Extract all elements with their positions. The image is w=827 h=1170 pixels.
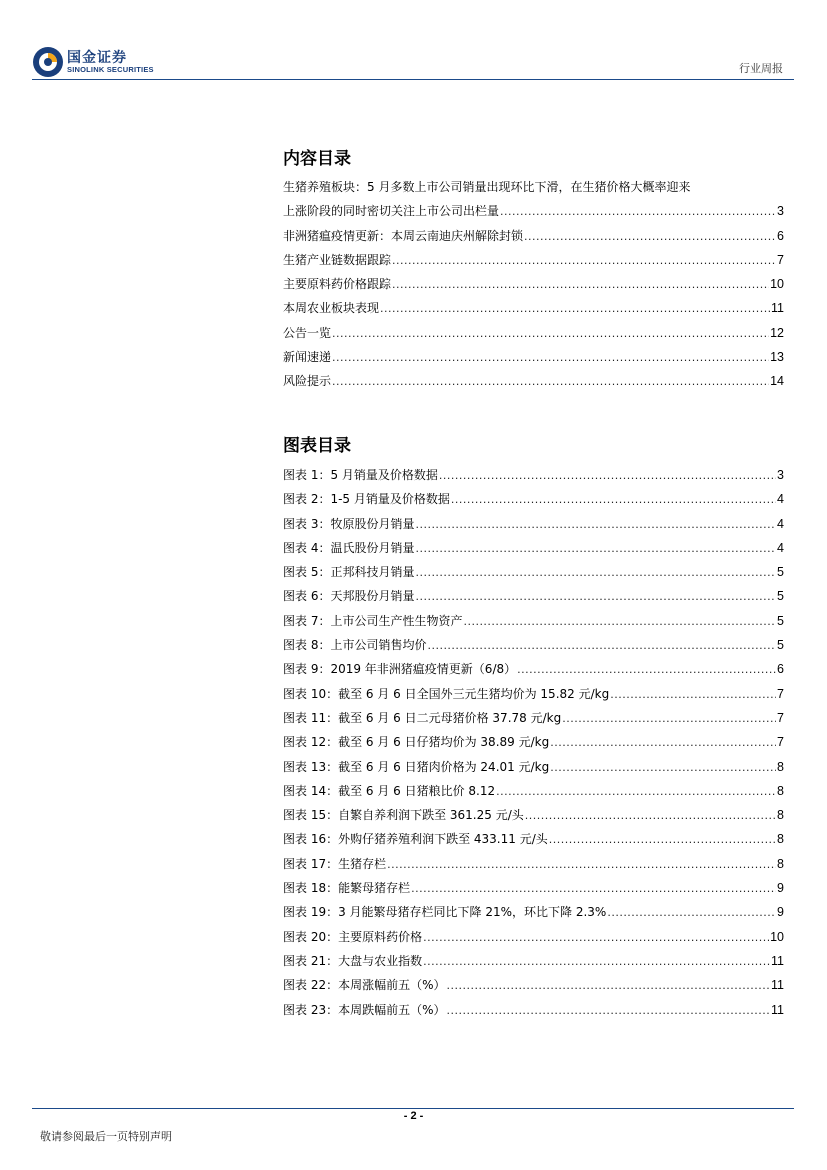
figure-toc-entry-text: 图表 9：2019 年非洲猪瘟疫情更新（6/8） bbox=[283, 662, 517, 677]
toc-entry[interactable] bbox=[283, 345, 784, 369]
figure-toc-entry[interactable] bbox=[283, 779, 784, 803]
toc-entry[interactable] bbox=[283, 248, 784, 272]
sinolink-logo-icon bbox=[32, 46, 64, 78]
figure-toc-entry[interactable] bbox=[283, 925, 784, 949]
figure-toc-entry[interactable] bbox=[283, 584, 784, 608]
toc-entry-page: 11 bbox=[771, 301, 784, 316]
figure-toc-entry-page: 5 bbox=[777, 613, 784, 628]
toc-entry-text: 上涨阶段的同时密切关注上市公司出栏量 bbox=[283, 204, 500, 219]
dot-leader bbox=[496, 780, 776, 804]
dot-leader bbox=[411, 877, 776, 901]
figure-toc-entry-text: 图表 3：牧原股份月销量 bbox=[283, 516, 415, 531]
logo-english-name: SINOLINK SECURITIES bbox=[67, 65, 154, 74]
dot-leader bbox=[387, 853, 776, 877]
figure-toc-entry-text: 图表 19：3 月能繁母猪存栏同比下降 21%，环比下降 2.3% bbox=[283, 905, 607, 920]
figure-toc-entry-page: 7 bbox=[777, 710, 784, 725]
figure-toc-entry-text: 图表 12：截至 6 月 6 日仔猪均价为 38.89 元/kg bbox=[283, 735, 550, 750]
dot-leader bbox=[415, 513, 776, 537]
figure-toc-entry-page: 5 bbox=[777, 638, 784, 653]
toc-entry-continued-text[interactable]: 生猪养殖板块：5 月多数上市公司销量出现环比下滑，在生猪价格大概率迎来 bbox=[283, 180, 691, 194]
figure-toc-entry-text: 图表 17：生猪存栏 bbox=[283, 856, 387, 871]
figure-toc-entry[interactable] bbox=[283, 682, 784, 706]
figure-toc-entry-text: 图表 1：5 月销量及价格数据 bbox=[283, 468, 438, 482]
figure-toc-entry-page: 4 bbox=[777, 516, 784, 531]
toc-entry-text: 风险提示 bbox=[283, 374, 332, 389]
figures-list bbox=[283, 463, 784, 1022]
figure-toc-entry[interactable] bbox=[283, 633, 784, 657]
figure-toc-entry[interactable] bbox=[283, 609, 784, 633]
header-divider bbox=[32, 79, 794, 80]
figure-toc-entry[interactable] bbox=[283, 560, 784, 584]
figure-toc-entry-page: 7 bbox=[777, 686, 784, 701]
toc-entry[interactable] bbox=[283, 272, 784, 296]
toc-entry-page: 7 bbox=[777, 252, 784, 267]
toc-entry-page: 6 bbox=[777, 228, 784, 243]
contents-list bbox=[283, 175, 784, 394]
figure-toc-entry-text: 图表 8：上市公司销售均价 bbox=[283, 638, 427, 653]
figure-toc-entry[interactable] bbox=[283, 706, 784, 730]
figure-toc-entry[interactable] bbox=[283, 852, 784, 876]
figure-toc-entry-text: 图表 15：自繁自养利润下跌至 361.25 元/头 bbox=[283, 808, 524, 823]
dot-leader bbox=[525, 804, 776, 828]
figure-toc-entry-page: 8 bbox=[777, 832, 784, 847]
figure-toc-entry-page: 10 bbox=[770, 929, 784, 944]
figure-toc-entry-page: 8 bbox=[777, 759, 784, 774]
dot-leader bbox=[607, 901, 776, 925]
figure-toc-entry-page: 3 bbox=[777, 468, 784, 482]
figure-toc-entry-text: 图表 11：截至 6 月 6 日二元母猪价格 37.78 元/kg bbox=[283, 710, 562, 725]
page-header bbox=[0, 0, 827, 80]
toc-entry-page: 12 bbox=[770, 325, 784, 340]
figure-toc-entry-page: 9 bbox=[777, 881, 784, 896]
figure-toc-entry-page: 8 bbox=[777, 783, 784, 798]
toc-entry-page: 13 bbox=[770, 350, 784, 365]
figure-toc-entry-page: 4 bbox=[777, 492, 784, 507]
figure-toc-entry-text: 图表 16：外购仔猪养殖利润下跌至 433.11 元/头 bbox=[283, 832, 548, 847]
dot-leader bbox=[332, 370, 769, 394]
toc-entry[interactable] bbox=[283, 199, 784, 223]
figure-toc-entry-text: 图表 20：主要原料药价格 bbox=[283, 929, 423, 944]
toc-entry[interactable] bbox=[283, 296, 784, 320]
dot-leader bbox=[517, 658, 776, 682]
dot-leader bbox=[451, 488, 776, 512]
figure-toc-entry[interactable] bbox=[283, 730, 784, 754]
figure-toc-entry-text: 图表 13：截至 6 月 6 日猪肉价格为 24.01 元/kg bbox=[283, 759, 550, 774]
figure-toc-entry-text: 图表 7：上市公司生产性生物资产 bbox=[283, 613, 463, 628]
dot-leader bbox=[415, 561, 776, 585]
dot-leader bbox=[562, 707, 776, 731]
dot-leader bbox=[447, 974, 771, 998]
dot-leader bbox=[423, 926, 769, 950]
figure-toc-entry[interactable] bbox=[283, 949, 784, 973]
figure-toc-entry[interactable] bbox=[283, 998, 784, 1022]
toc-entry-page: 14 bbox=[770, 374, 784, 389]
figure-toc-entry-page: 8 bbox=[777, 808, 784, 823]
figure-toc-entry[interactable] bbox=[283, 657, 784, 681]
dot-leader bbox=[415, 537, 776, 561]
figure-toc-entry-text: 图表 21：大盘与农业指数 bbox=[283, 953, 423, 968]
toc-entry-page: 10 bbox=[770, 277, 784, 292]
figure-toc-entry-page: 7 bbox=[777, 735, 784, 750]
figure-toc-entry-text: 图表 10：截至 6 月 6 日全国外三元生猪均价为 15.82 元/kg bbox=[283, 686, 610, 701]
logo-chinese-name: 国金证券 bbox=[67, 50, 127, 66]
figure-toc-entry-page: 8 bbox=[777, 856, 784, 871]
toc-entry[interactable] bbox=[283, 224, 784, 248]
dot-leader bbox=[524, 225, 776, 249]
figure-toc-entry-text: 图表 14：截至 6 月 6 日猪粮比价 8.12 bbox=[283, 783, 496, 798]
figure-toc-entry[interactable] bbox=[283, 827, 784, 851]
figure-toc-entry-text: 图表 22：本周涨幅前五（%） bbox=[283, 978, 446, 993]
report-type-label: 行业周报 bbox=[739, 62, 783, 75]
toc-entry[interactable] bbox=[283, 321, 784, 345]
figure-toc-entry[interactable] bbox=[283, 755, 784, 779]
dot-leader bbox=[332, 322, 769, 346]
toc-entry[interactable] bbox=[283, 369, 784, 393]
dot-leader bbox=[447, 999, 771, 1023]
dot-leader bbox=[550, 731, 776, 755]
figure-toc-entry-page: 11 bbox=[771, 1002, 784, 1017]
figure-toc-entry[interactable] bbox=[283, 900, 784, 924]
dot-leader bbox=[392, 249, 776, 273]
dot-leader bbox=[332, 346, 769, 370]
disclaimer-note: 敬请参阅最后一页特别声明 bbox=[40, 1130, 172, 1143]
figure-toc-entry-text: 图表 5：正邦科技月销量 bbox=[283, 565, 415, 580]
dot-leader bbox=[380, 297, 770, 321]
dot-leader bbox=[549, 828, 776, 852]
contents-title: 内容目录 bbox=[283, 149, 351, 169]
dot-leader bbox=[427, 634, 776, 658]
toc-entry-page: 3 bbox=[777, 204, 784, 219]
toc-entry-text: 生猪产业链数据跟踪 bbox=[283, 252, 392, 267]
figure-toc-entry[interactable] bbox=[283, 973, 784, 997]
figure-toc-entry[interactable] bbox=[283, 487, 784, 511]
dot-leader bbox=[610, 683, 776, 707]
dot-leader bbox=[439, 464, 776, 488]
page-number: - 2 - bbox=[403, 1110, 424, 1122]
figure-toc-entry[interactable] bbox=[283, 536, 784, 560]
company-logo bbox=[32, 46, 162, 80]
figure-toc-entry-page: 11 bbox=[771, 978, 784, 993]
figure-toc-entry[interactable] bbox=[283, 463, 784, 487]
figure-toc-entry-page: 11 bbox=[771, 953, 784, 968]
figure-toc-entry-page: 9 bbox=[777, 905, 784, 920]
figure-toc-entry-text: 图表 18：能繁母猪存栏 bbox=[283, 881, 411, 896]
figure-toc-entry-text: 图表 4：温氏股份月销量 bbox=[283, 540, 415, 555]
toc-entry-text: 公告一览 bbox=[283, 325, 332, 340]
dot-leader bbox=[392, 273, 769, 297]
dot-leader bbox=[463, 610, 776, 634]
figure-toc-entry[interactable] bbox=[283, 512, 784, 536]
figure-toc-entry[interactable] bbox=[283, 876, 784, 900]
dot-leader bbox=[415, 585, 776, 609]
figure-toc-entry-text: 图表 6：天邦股份月销量 bbox=[283, 589, 415, 604]
figure-toc-entry-page: 5 bbox=[777, 565, 784, 580]
footer-divider bbox=[32, 1108, 794, 1109]
toc-entry-text: 非洲猪瘟疫情更新：本周云南迪庆州解除封锁 bbox=[283, 228, 524, 243]
figure-toc-entry-text: 图表 23：本周跌幅前五（%） bbox=[283, 1002, 446, 1017]
toc-entry-text: 新闻速递 bbox=[283, 350, 332, 365]
figure-toc-entry-page: 5 bbox=[777, 589, 784, 604]
dot-leader bbox=[500, 200, 776, 224]
figure-toc-entry-text: 图表 2：1-5 月销量及价格数据 bbox=[283, 492, 450, 507]
toc-entry-text: 本周农业板块表现 bbox=[283, 301, 380, 316]
dot-leader bbox=[423, 950, 770, 974]
toc-entry-text: 主要原料药价格跟踪 bbox=[283, 277, 392, 292]
figure-toc-entry-page: 4 bbox=[777, 540, 784, 555]
figure-toc-entry[interactable] bbox=[283, 803, 784, 827]
dot-leader bbox=[550, 756, 776, 780]
figures-title: 图表目录 bbox=[283, 436, 351, 456]
figure-toc-entry-page: 6 bbox=[777, 662, 784, 677]
